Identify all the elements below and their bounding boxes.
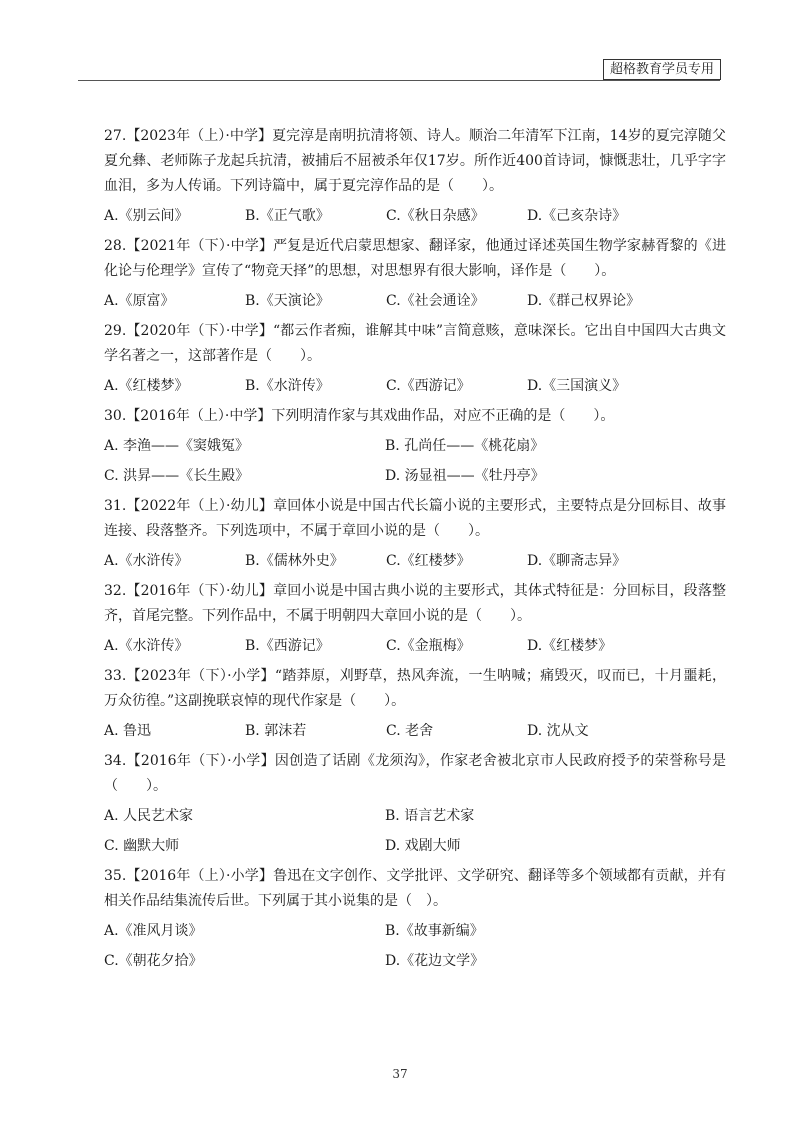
option-c: C. 洪昇——《长生殿》 (104, 468, 250, 484)
question-30 (104, 404, 726, 489)
option-d: D.《红楼梦》 (527, 638, 613, 654)
option-list (104, 549, 726, 574)
question-stem: 27.【2023年（上）·中学】夏完淳是南明抗清将领、诗人。顺治二年清军下江南，14岁的夏完淳随父夏允彝、老师陈子龙起兵抗清，被捕后不屈被杀年仅17岁。所作近400首诗词，慷慨悲壮，几乎字字血泪，多为人传诵。下列诗篇中，属于夏完淳作品的是（ ）。 (104, 128, 726, 194)
question-31 (104, 494, 726, 574)
option-c: C.《红楼梦》 (386, 553, 471, 569)
option-list (104, 374, 726, 399)
option-c: C.《秋日杂感》 (386, 208, 485, 224)
option-list (104, 804, 726, 859)
option-a: A. 李渔——《窦娥冤》 (104, 438, 250, 454)
question-27 (104, 124, 726, 229)
option-c: C. 幽默大师 (104, 838, 180, 854)
option-d: D.《群己权界论》 (527, 293, 641, 309)
option-b: B. 孔尚任——《桃花扇》 (385, 438, 545, 454)
option-d: D. 沈从文 (527, 723, 589, 739)
option-list (104, 204, 726, 229)
option-d: D.《聊斋志异》 (527, 553, 627, 569)
option-b: B.《儒林外史》 (245, 553, 344, 569)
option-list (104, 919, 726, 974)
question-stem: 31.【2022年（上）·幼儿】章回体小说是中国古代长篇小说的主要形式，主要特点是分回标目、故事连接、段落整齐。下列选项中，不属于章回小说的是（ ）。 (104, 498, 726, 539)
option-a: A.《水浒传》 (104, 553, 189, 569)
question-28 (104, 234, 726, 314)
question-stem: 29.【2020年（下）·中学】“都云作者痴，谁解其中味”言简意赅，意味深长。它出自中国四大古典文学名著之一，这部著作是（ ）。 (104, 323, 726, 364)
question-stem: 30.【2016年（上）·中学】下列明清作家与其戏曲作品，对应不正确的是（ ）。 (104, 408, 615, 424)
option-c: C.《西游记》 (386, 378, 471, 394)
option-c: C. 老舍 (386, 723, 434, 739)
question-list (104, 124, 726, 979)
question-stem: 28.【2021年（下）·中学】严复是近代启蒙思想家、翻译家，他通过译述英国生物学家赫胥黎的《进化论与伦理学》宣传了“物竞天择”的思想，对思想界有很大影响，译作是（ ）。 (104, 238, 726, 279)
question-stem: 34.【2016年（下）·小学】因创造了话剧《龙须沟》，作家老舍被北京市人民政府授予的荣誉称号是（ ）。 (104, 753, 726, 794)
option-d: D. 汤显祖——《牡丹亭》 (385, 468, 545, 484)
question-32 (104, 579, 726, 659)
option-b: B. 语言艺术家 (385, 808, 475, 824)
option-b: B.《西游记》 (245, 638, 330, 654)
option-c: C.《朝花夕拾》 (104, 953, 203, 969)
option-list (104, 634, 726, 659)
question-33 (104, 664, 726, 744)
question-stem: 32.【2016年（下）·幼儿】章回小说是中国古典小说的主要形式，其体式特征是：分回标目，段落整齐，首尾完整。下列作品中，不属于明朝四大章回小说的是（ ）。 (104, 583, 726, 624)
option-b: B.《水浒传》 (245, 378, 330, 394)
option-b: B.《天演论》 (245, 293, 330, 309)
option-d: D.《己亥杂诗》 (527, 208, 627, 224)
option-c: C.《金瓶梅》 (386, 638, 471, 654)
header-label: 超格教育学员专用 (603, 59, 721, 80)
option-b: B.《正气歌》 (245, 208, 330, 224)
option-a: A.《别云间》 (104, 208, 189, 224)
option-d: D.《花边文学》 (385, 953, 485, 969)
question-29 (104, 319, 726, 399)
option-b: B. 郭沫若 (245, 723, 307, 739)
option-a: A. 鲁迅 (104, 723, 152, 739)
question-stem: 33.【2023年（下）·小学】“踏莽原，刈野草，热风奔流，一生呐喊；痛毁灭，叹而已，十月噩耗，万众彷徨。”这副挽联哀悼的现代作家是（ ）。 (104, 668, 726, 709)
option-list (104, 719, 726, 744)
question-35 (104, 864, 726, 974)
option-a: A.《红楼梦》 (104, 378, 189, 394)
question-34 (104, 749, 726, 859)
header-divider (78, 80, 720, 81)
option-list (104, 434, 726, 489)
option-list (104, 289, 726, 314)
option-c: C.《社会通诠》 (386, 293, 485, 309)
option-d: D.《三国演义》 (527, 378, 627, 394)
option-d: D. 戏剧大师 (385, 838, 461, 854)
question-stem: 35.【2016年（上）·小学】鲁迅在文字创作、文学批评、文学研究、翻译等多个领域都有贡献，并有相关作品结集流传后世。下列属于其小说集的是（ ）。 (104, 868, 726, 909)
option-a: A.《准风月谈》 (104, 923, 203, 939)
page-number: 37 (392, 1067, 408, 1081)
option-b: B.《故事新编》 (385, 923, 484, 939)
option-a: A.《水浒传》 (104, 638, 189, 654)
option-a: A. 人民艺术家 (104, 808, 194, 824)
option-a: A.《原富》 (104, 293, 175, 309)
